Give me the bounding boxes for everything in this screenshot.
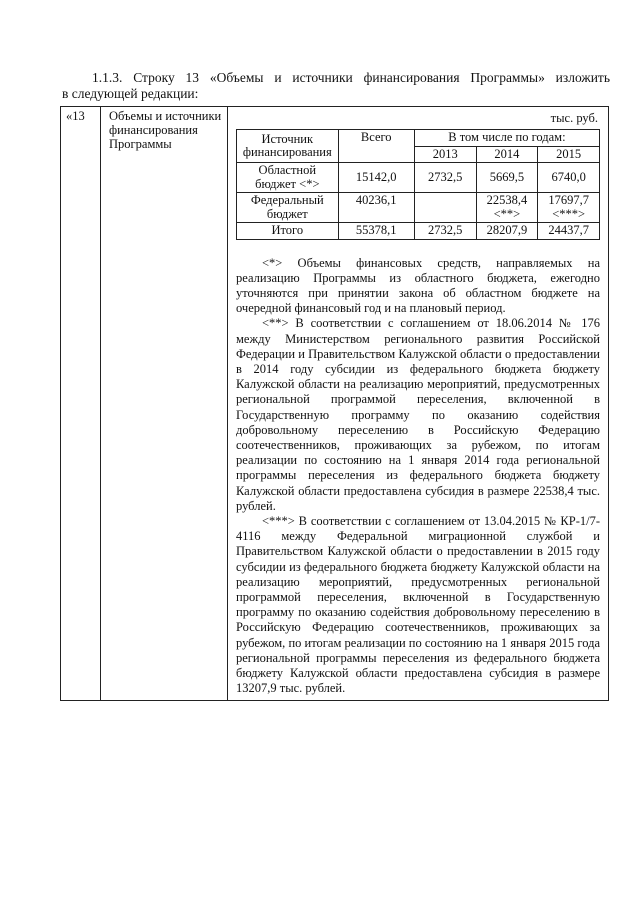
cell-2015: 24437,7	[538, 223, 600, 240]
cell-2014: 22538,4 <**>	[476, 193, 538, 223]
cell-total: 15142,0	[338, 163, 414, 193]
footnotes	[236, 256, 600, 697]
cell-2013	[414, 193, 476, 223]
header-year-2015: 2015	[538, 146, 600, 163]
footnote-2: <**> В соответствии с соглашением от 18.06.2014 № 176 между Министерством регионального развития Российской Федерации и Правительством Калужской области о предоставлении в 2014 году субсидии из федерального бюджета бюджету Калужской области на реализацию мероприятий, предусмотренных региональной программой переселения, включенной в Государственную программу по оказанию содействия добровольному переселению в Российскую Федерацию соотечественников, проживающих за рубежом, по итогам реализации по состоянию на 1 января 2014 года региональной программы переселения из федерального бюджета бюджету Калужской области предоставлена субсидия в размере 22538,4 тыс. рублей.	[236, 316, 600, 513]
cell-2015: 17697,7 <***>	[538, 193, 600, 223]
row-name: Объемы и источники финансирования Программы	[101, 107, 228, 701]
cell-2015: 6740,0	[538, 163, 600, 193]
header-by-year: В том числе по годам:	[414, 130, 599, 147]
unit-label: тыс. руб.	[550, 111, 598, 125]
header-year-2014: 2014	[476, 146, 538, 163]
intro-line-1: 1.1.3. Строку 13 «Объемы и источники финансирования Программы» изложить	[92, 70, 610, 85]
header-source: Источник финансирования	[237, 130, 339, 163]
cell-source: Итого	[237, 223, 339, 240]
table-row	[237, 223, 600, 240]
row-number: «13	[61, 107, 101, 701]
financing-table	[236, 129, 600, 240]
cell-2013: 2732,5	[414, 163, 476, 193]
header-row	[237, 130, 600, 147]
header-year-2013: 2013	[414, 146, 476, 163]
intro-paragraph	[62, 70, 610, 102]
header-total: Всего	[338, 130, 414, 163]
cell-2014: 5669,5	[476, 163, 538, 193]
row-content	[228, 107, 609, 701]
table-row	[237, 193, 600, 223]
cell-total: 40236,1	[338, 193, 414, 223]
cell-source: Федеральный бюджет	[237, 193, 339, 223]
intro-line-2: в следующей редакции:	[62, 86, 199, 101]
cell-2013: 2732,5	[414, 223, 476, 240]
table-row	[237, 163, 600, 193]
cell-source: Областной бюджет <*>	[237, 163, 339, 193]
cell-total: 55378,1	[338, 223, 414, 240]
footnote-1: <*> Объемы финансовых средств, направляемых на реализацию Программы из областного бюджета, ежегодно уточняются при принятии закона об областном бюджете на очередной финансовый год и на плановый период.	[236, 255, 600, 316]
cell-2014: 28207,9	[476, 223, 538, 240]
program-row-table	[60, 106, 609, 701]
footnote-3: <***> В соответствии с соглашением от 13.04.2015 № КР-1/7-4116 между Федеральной миграционной службой и Правительством Калужской области о предоставлении в 2015 году субсидии из федерального бюджета бюджету Калужской области на реализацию мероприятий, предусмотренных региональной программой переселения, включенной в Государственную программу по оказанию содействия добровольному переселению в Российскую Федерацию соотечественников, проживающих за рубежом, по итогам реализации по состоянию на 1 января 2015 года региональной программы переселения из федерального бюджета бюджету Калужской области предоставлена субсидия в размере 13207,9 тыс. рублей.	[236, 513, 600, 696]
